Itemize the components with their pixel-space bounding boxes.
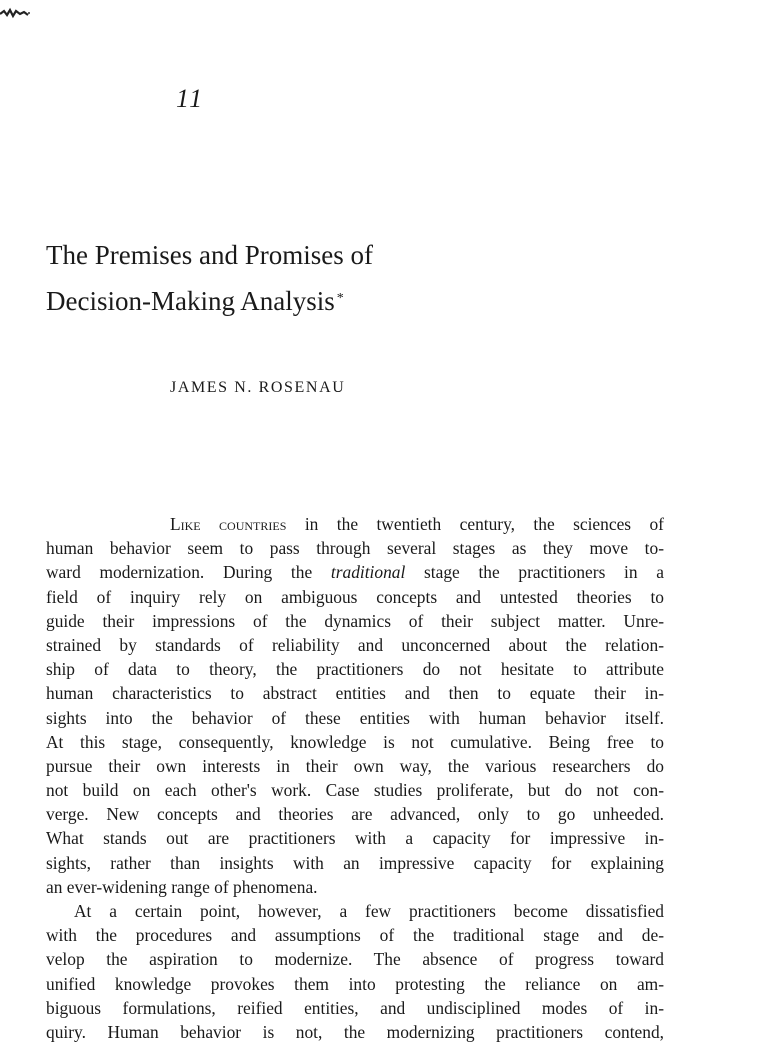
- paragraph-1-line-11: pursue their own interests in their own way, the various researchers do: [46, 755, 664, 776]
- lead-in-small-caps: Like countries: [170, 514, 287, 534]
- paragraph-1-line-7: ship of data to theory, the practitioners do not hesitate to attribute: [46, 659, 664, 680]
- author-name: JAMES N. ROSENAU: [170, 379, 346, 396]
- paragraph-1-line-8: human characteristics to abstract entities and then to equate their in-: [46, 683, 664, 704]
- paragraph-2-line-1: At a certain point, however, a few practitioners become dissatisfied: [74, 901, 664, 921]
- paragraph-1-line-3: [46, 560, 664, 584]
- body-text: [46, 512, 664, 1042]
- paragraph-1-line-5: guide their impressions of the dynamics of their subject matter. Unre-: [46, 610, 664, 631]
- paragraph-1-line-10: At this stage, consequently, knowledge is not cumulative. Being free to: [46, 731, 664, 752]
- paragraph-2-line-4: unified knowledge provokes them into protesting the reliance on am-: [46, 973, 664, 994]
- chapter-number: 11: [176, 84, 205, 113]
- paragraph-1-line-14: What stands out are practitioners with a capacity for impressive in-: [46, 828, 664, 849]
- paragraph-2-line-6-cut-off: quiry. Human behavior is not, the modernizing practitioners contend,: [46, 1021, 664, 1042]
- paragraph-1-line-4: field of inquiry rely on ambiguous concepts and untested theories to: [46, 586, 664, 607]
- title-line-2-text: Decision-Making Analysis: [46, 286, 335, 316]
- paragraph-2-line-3: velop the aspiration to modernize. The absence of progress toward: [46, 949, 664, 970]
- paragraph-1-line-1-rest: in the twentieth century, the sciences of: [304, 514, 664, 534]
- title-line-1: The Premises and Promises of: [46, 240, 373, 270]
- paragraph-1-line-6: strained by standards of reliability and unconcerned about the relation-: [46, 634, 664, 655]
- paragraph-1-line-9: sights into the behavior of these entities with human behavior itself.: [46, 707, 664, 728]
- paragraph-2-line-5: biguous formulations, reified entities, and undisciplined modes of in-: [46, 997, 664, 1018]
- paragraph-2-line-2: with the procedures and assumptions of the traditional stage and de-: [46, 925, 664, 946]
- chapter-title: [46, 232, 526, 324]
- paragraph-1-line-15: sights, rather than insights with an impressive capacity for explaining: [46, 852, 664, 873]
- title-footnote-marker: *: [336, 291, 344, 306]
- italic-term-traditional: traditional: [330, 562, 406, 583]
- paragraph-1-line-1: [46, 512, 664, 536]
- title-line-2: [46, 278, 526, 324]
- paragraph-1-line-2: human behavior seem to pass through several stages as they move to-: [46, 538, 664, 559]
- line-3-part-a: ward modernization. During the: [46, 562, 313, 583]
- paragraph-1-line-12: not build on each other's work. Case studies proliferate, but do not con-: [46, 780, 664, 801]
- line-3-part-b: stage the practitioners in a: [424, 562, 664, 583]
- paragraph-1-line-13: verge. New concepts and theories are advanced, only to go unheeded.: [46, 804, 664, 825]
- paragraph-1-line-16: an ever-widening range of phenomena.: [46, 876, 318, 897]
- scan-artifact-mark: [0, 8, 30, 20]
